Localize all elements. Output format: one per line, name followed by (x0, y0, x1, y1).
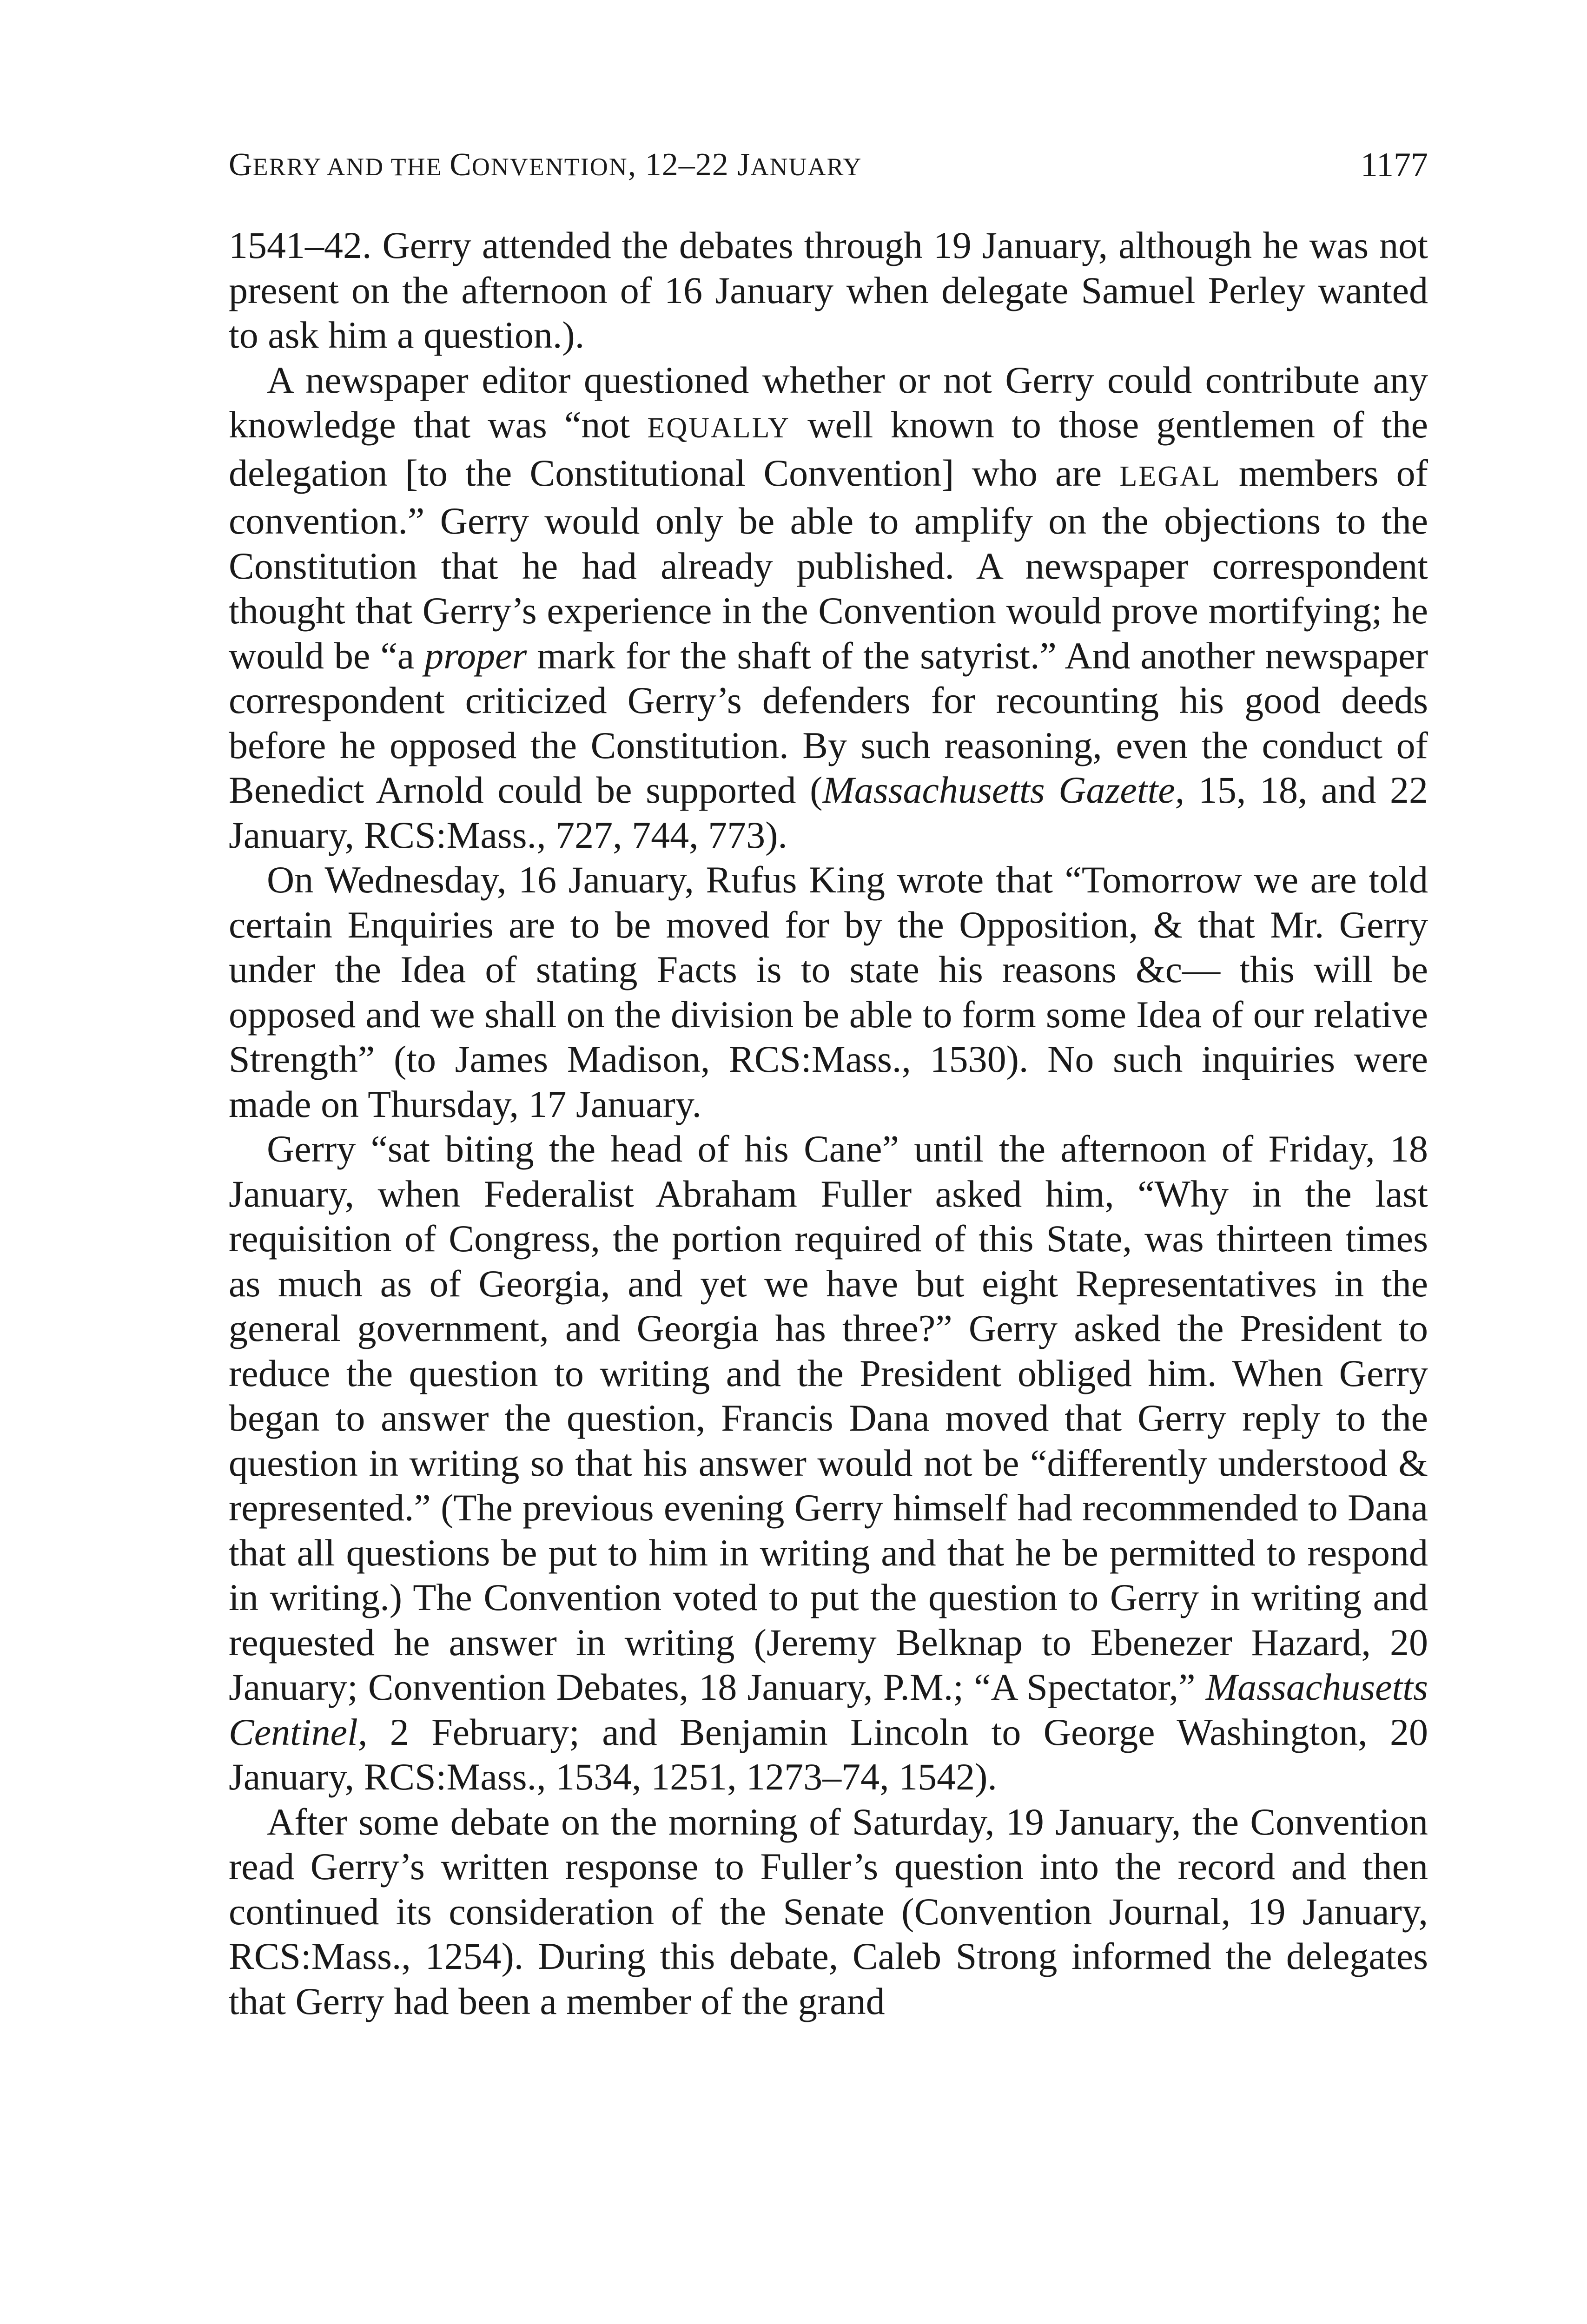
running-title-initial-g: G (229, 147, 253, 183)
running-title (229, 139, 862, 192)
italic-run: Massachusetts Centinel, (229, 1666, 1428, 1753)
running-title-dates: , 12–22 J (628, 147, 751, 183)
running-title-smallcaps-3: ANUARY (750, 153, 862, 181)
text-run: 1541–42. Gerry attended the debates through 19 January, although he was not present on the afternoon of 16 January when delegate Samuel Perley wanted to ask him a question.). (229, 224, 1428, 356)
text-run: On Wednesday, 16 January, Rufus King wrote that “Tomorrow we are told certain Enquiries are to be moved for by the Opposition, & that Mr. Gerry under the Idea of stating Facts is to state his reasons &c— this will be opposed and we shall on the division be able to form some Idea of our relative Strength” (to James Madison, RCS:Mass., 1530). No such inquiries were made on Thursday, 17 January. (229, 858, 1428, 1125)
text-run: A newspaper editor questioned whether or not Gerry could contribute any knowledge that was “not (229, 358, 1428, 446)
body-text (229, 223, 1428, 2024)
text-run: 15, 18, and 22 January, RCS:Mass., 727, 744, 773). (229, 769, 1428, 856)
text-run: 2 February; and Benjamin Lincoln to George Washington, 20 January, RCS:Mass., 1534, 1251, 1273–74, 1542). (229, 1710, 1428, 1798)
smallcaps-run: LEGAL (1119, 460, 1221, 492)
running-title-smallcaps-1: ERRY AND THE (252, 153, 450, 181)
text-run: mark for the shaft of the satyrist.” And another newspaper correspondent criticized Gerry’s defenders for recounting his good deeds before he opposed the Constitution. By such reasoning, even the conduct of Benedict Arnold could be supported ( (229, 634, 1428, 811)
running-head (229, 139, 1428, 191)
running-title-initial-c: C (450, 147, 472, 183)
italic-run: proper (424, 634, 527, 677)
text-run: Gerry “sat biting the head of his Cane” until the afternoon of Friday, 18 January, when Federalist Abraham Fuller asked him, “Why in the last requisition of Congress, the portion required of this State, was thirteen times as much as of Georgia, and yet we have but eight Representatives in the general government, and Georgia has three?” Gerry asked the President to reduce the question to writing and the President obliged him. When Gerry began to answer the question, Francis Dana moved that Gerry reply to the question in writing so that his answer would not be “differently understood & represented.” (The previous evening Gerry himself had recommended to Dana that all questions be put to him in writing and that he be permitted to respond in writing.) The Convention voted to put the question to Gerry in writing and requested he answer in writing (Jeremy Belknap to Ebenezer Hazard, 20 January; Convention Debates, 18 January, P.M.; “A Spectator,” (229, 1128, 1428, 1708)
paragraph-3 (229, 858, 1428, 1127)
text-run: members of convention.” Gerry would only be able to amplify on the objections to the Constitution that he had already published. A newspaper correspondent thought that Gerry’s experience in the Convention would prove mortifying; he would be “a (229, 451, 1428, 677)
paragraph-4 (229, 1127, 1428, 1800)
paragraph-5 (229, 1800, 1428, 2024)
italic-run: Massachusetts Gazette, (822, 769, 1185, 811)
running-title-smallcaps-2: ONVENTION (471, 153, 628, 181)
page-number: 1177 (1360, 146, 1428, 184)
smallcaps-run: EQUALLY (647, 412, 790, 444)
text-run: After some debate on the morning of Saturday, 19 January, the Convention read Gerry’s written response to Fuller’s question into the record and then continued its consideration of the Senate (Convention Journal, 19 January, RCS:Mass., 1254). During this debate, Caleb Strong informed the delegates that Gerry had been a member of the grand (229, 1800, 1428, 2022)
paragraph-2 (229, 358, 1428, 858)
paragraph-1 (229, 223, 1428, 358)
text-run: well known to those gentlemen of the delegation [to the Constitutional Convention] who are (229, 403, 1428, 494)
